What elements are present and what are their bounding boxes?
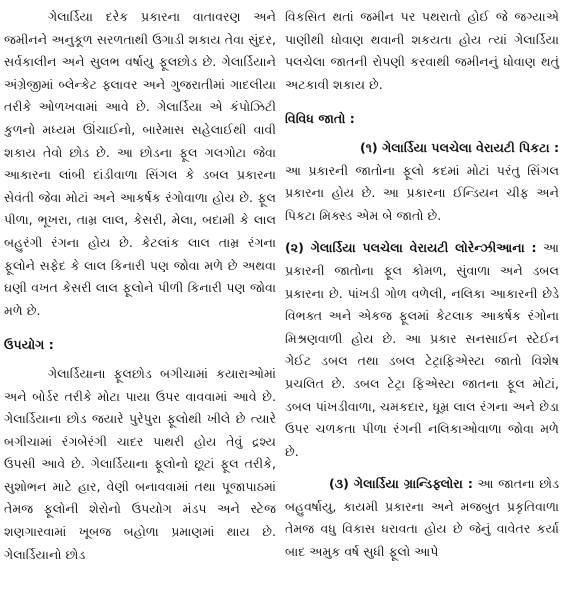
variety-3-text: આ જાતના છોડ બહુવર્ષાયુ, કાયમી પ્રકારના અને મજબુત પ્રકૃતિવાળા તેમજ વધુ વિકાસ ધરાવતા હોય છે જેનું વાવેતર કર્યા બાદ અમુક વર્ષ સુધી ફૂલો આપે xyxy=(285,476,559,560)
left-column xyxy=(4,6,276,566)
right-column xyxy=(285,6,559,564)
spacer xyxy=(285,227,559,237)
varieties-heading: વિવિધ જાતો : xyxy=(285,111,355,127)
variety-2-text: આ પ્રકારની જાતોના ફૂલ કોમળ, સુંવાળા અને ડબલ પ્રકારના છે. પાંખડી ગોળ વળેલી, નલિકા આકારની છેડે વિભક્ત અને એકજ ફૂલમાં કેટલાક આકર્ષક રંગોના મિશ્રણવાળી હોય છે. આ પ્રકાર સનસાઈન સ્ટેઈન ગેઈટ ડબલ તથા ડબલ ટેટ્રાફિએસ્ટા જાતો વિશેષ પ્રચલિત છે. ડબલ ટેટ્રા ફિએસ્ટા જાતના ફૂલ મોટાં, ડબલ પાંખડીવાળા, ચમકદાર, ધૂમ્ર લાલ રંગના અને છેડા ઉપર ચળકતા પીળા રંગની નલિકાઓવાળા જોવા મળે છે. xyxy=(285,240,559,459)
variety-1-text: આ પ્રકારની જાતોના ફૂલો કદમાં મોટાં પરંતુ સિંગલ પ્રકારના હોય છે. આ પ્રકારના ઈન્ડિયન ચીફ અને પિકટા મિક્સ્ડ એમ બે જાતો છે. xyxy=(285,162,559,223)
uses-paragraph: ગેલાર્ડિયાના ફૂલછોડ બગીચામાં કયારાઓમાં અને બોર્ડર તરીકે મોટા પાયા ઉપર વાવવામાં આવે છે. ગેલાર્ડિયાના છોડ જયારે પુરેપુરા ફૂલોથી ખીલે છે ત્યારે બગીચામાં રંગબેરંગી ચાદર પાથરી હોય તેવું દ્રશ્ય ઉપસી આવે છે. ગેલાર્ડિયાના ફૂલોનો છૂટાં ફૂલ તરીકે, સુશોભન માટે હાર, વેણી બનાવવામાં તથા પૂજાપાઠમાં તેમજ ફૂલોની શેરોનો ઉપયોગ મંડપ અને સ્ટેજ શણગારવામાં ખૂબજ બહોળા પ્રમાણમાં થાય છે. ગેલાર્ડિયાનો છોડ xyxy=(4,365,276,562)
spacer xyxy=(285,463,559,473)
intro-paragraph: ગેલાર્ડિયા દરેક પ્રકારના વાતાવરણ અને જમીનને અનુકૂળ સરળતાથી ઉગાડી શકાય તેવા સુંદર, સર્વકાલીન અને સુલભ વર્ષાયુ ફૂલછોડ છે. ગેલાર્ડિયાને અંગ્રેજીમાં બ્લેન્કેટ ફ્લાવર અને ગુજરાતીમાં ગાદલીયા તરીકે ઓળખવામાં આવે છે. ગેલાર્ડિયા એ કંપોઝિટી કુળનો મધ્યમ ઊંચાઈનો, બારેમાસ સહેલાઈથી વાવી શકાય તેવો છોડ છે. આ છોડના ફૂલ ગલગોટા જેવા આકારના લાંબી દાંડીવાળા સિંગલ કે ડબલ પ્રકારના સેવંતી જેવા મોટાં અને આકર્ષક રંગોવાળા હોય છે. ફૂલ પીળા, ભૂખરા, તામ્ર લાલ, કેસરી, મેલા, બદામી કે લાલ બહુરંગી રંગના હોય છે. કેટલાંક લાલ તામ્ર રંગના ફૂલોને સફેદ કે લાલ કિનારી પણ જોવા મળે છે અથવા ઘણી વખત કેસરી લાલ ફૂલોને પીળી કિનારી પણ જોવા મળે છે. xyxy=(4,9,276,318)
continuation-paragraph: વિકસિત થતાં જમીન પર પથરાતો હોઈ જે જગ્યાએ પાણીથી ધોવાણ થવાની શકયતા હોય ત્યાં ગેલાર્ડિયા પલચેલા જાતની રોપણી કરવાથી જમીનનું ધોવાણ થતું અટકાવી શકાય છે. xyxy=(285,9,559,92)
variety-3-title: (૩) ગેલાર્ડિયા ગ્રાન્ડિફ્લોરા : xyxy=(329,476,473,492)
variety-1-title: (૧) ગેલાર્ડિયા પલચેલા વેરાયટી પિકટા : xyxy=(360,139,559,155)
variety-2-title: (૨) ગેલાર્ડિયા પલચેલા વેરાયટી લોરેન્ઝીઆના : xyxy=(285,240,537,256)
uses-heading: ઉપયોગ : xyxy=(4,337,54,353)
